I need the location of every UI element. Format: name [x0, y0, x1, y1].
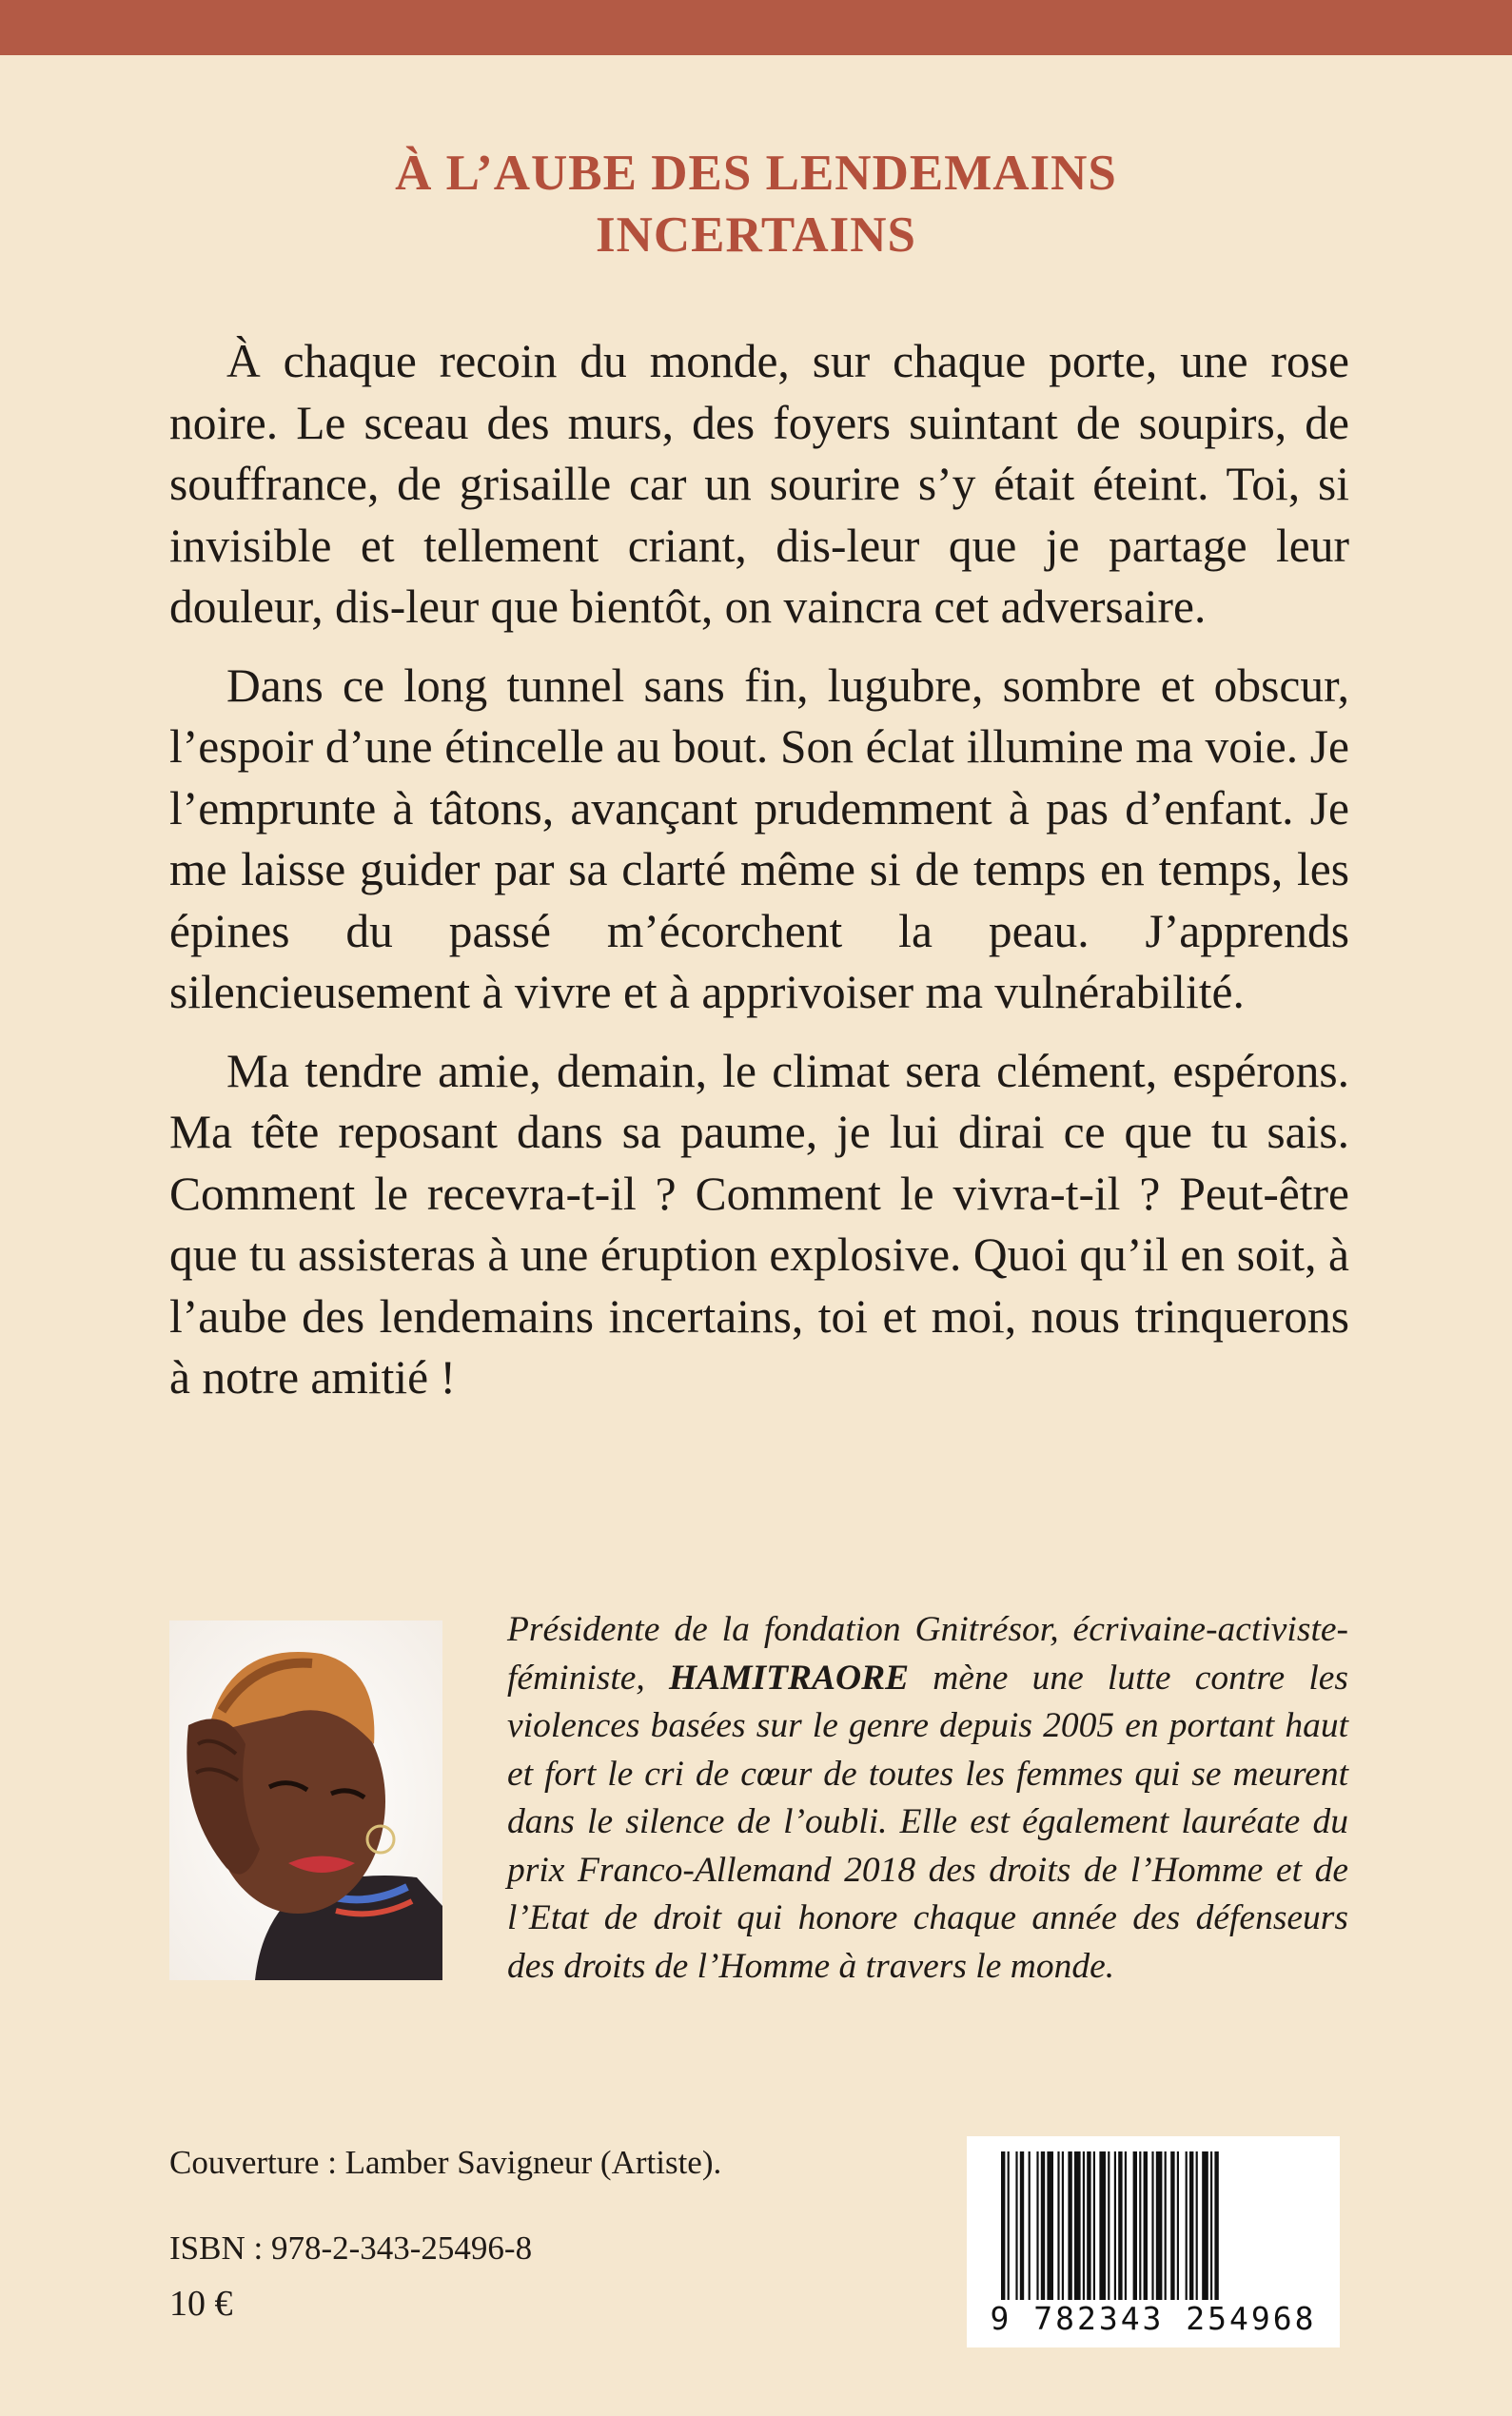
author-bio: [507, 1606, 1348, 1991]
barcode-bar: [1125, 2151, 1127, 2300]
book-title: [0, 143, 1512, 266]
top-color-band: [0, 0, 1512, 55]
barcode-bar: [1041, 2151, 1045, 2300]
barcode-bar: [1170, 2151, 1174, 2300]
barcode-bar: [1189, 2151, 1193, 2300]
barcode-bar: [1083, 2151, 1085, 2300]
blurb-paragraph-2: Dans ce long tunnel sans fin, lugubre, sombre et obscur, l’espoir d’une étincelle au bout. Son éclat illumine ma voie. Je l’emprunte à tâtons, avançant prudemment à pas d’enfant. Je me laisse guider par sa clarté même si de temps en temps, les épines du passé m’écorchent la peau. J’apprends silencieusement à vivre et à apprivoiser ma vulnérabilité.: [169, 658, 1349, 1018]
barcode-bar: [1210, 2151, 1212, 2300]
barcode-bar: [1093, 2151, 1095, 2300]
barcode-bar: [1087, 2151, 1090, 2300]
barcode-bar: [1015, 2151, 1017, 2300]
author-photo: [169, 1620, 442, 1980]
barcode-bar: [1057, 2151, 1059, 2300]
barcode-bar: [1029, 2151, 1031, 2300]
barcode-bar: [1214, 2151, 1218, 2300]
barcode-bars: [1001, 2151, 1306, 2300]
barcode-bar: [1074, 2151, 1081, 2300]
barcode-bar: [1008, 2151, 1010, 2300]
blurb-paragraph-3: Ma tendre amie, demain, le climat sera clément, espérons. Ma tête reposant dans sa paume, je lui dirai ce que tu sais. Comment le recevra-t-il ? Comment le vivra-t-il ? Peut-être que tu assisteras à une éruption explosive. Quoi qu’il en soit, à l’aube des lendemains incertains, toi et moi, nous trinquerons à notre amitié !: [169, 1044, 1349, 1404]
barcode-bar: [1144, 2151, 1148, 2300]
barcode-bar: [1118, 2151, 1122, 2300]
barcode-bar: [1186, 2151, 1188, 2300]
barcode-bar: [1133, 2151, 1137, 2300]
book-title-line-2: INCERTAINS: [595, 207, 916, 263]
barcode-bar: [1099, 2151, 1106, 2300]
author-portrait-image: [169, 1620, 442, 1980]
barcode-bar: [1177, 2151, 1179, 2300]
barcode-bar: [1151, 2151, 1153, 2300]
barcode-bar: [1047, 2151, 1053, 2300]
barcode-bar: [1202, 2151, 1208, 2300]
barcode-bar: [1165, 2151, 1167, 2300]
author-bio-intro: Présidente de la fondation Gnitrésor, écrivaine-activiste-féministe,: [507, 1610, 1348, 1698]
barcode-bar: [1001, 2151, 1005, 2300]
barcode-bar: [1156, 2151, 1163, 2300]
author-bio-rest: mène une lutte contre les violences basées sur le genre depuis 2005 en portant haut et fort le cri de cœur de toutes les femmes qui se meurent dans le silence de l’oubli. Elle est également lauréate du prix Franco-Allemand 2018 des droits de l’Homme et de l’Etat de droit qui honore chaque année des défenseurs des droits de l’Homme à travers le monde.: [507, 1658, 1349, 1986]
barcode-bar: [1062, 2151, 1064, 2300]
barcode-bar: [1114, 2151, 1116, 2300]
barcode-bar: [1068, 2151, 1071, 2300]
blurb-text: [169, 331, 1349, 1426]
author-name: HAMITRAORE: [668, 1658, 910, 1698]
price-label: 10 €: [169, 2284, 233, 2324]
barcode: [967, 2136, 1340, 2347]
barcode-digits: 9 782343 254968: [990, 2300, 1317, 2337]
book-title-line-1: À L’AUBE DES LENDEMAINS: [395, 146, 1117, 201]
barcode-bar: [1139, 2151, 1141, 2300]
blurb-paragraph-1: À chaque recoin du monde, sur chaque porte, une rose noire. Le sceau des murs, des foyers suintant de soupirs, de souffrance, de grisaille car un sourire s’y était éteint. Toi, si invisible et tellement criant, dis-leur que je partage leur douleur, dis-leur que bientôt, on vaincra cet adversaire.: [169, 335, 1349, 633]
barcode-bar: [1108, 2151, 1109, 2300]
isbn-number: ISBN : 978-2-343-25496-8: [169, 2229, 533, 2267]
cover-credit: Couverture : Lamber Savigneur (Artiste).: [169, 2144, 722, 2181]
barcode-bar: [1036, 2151, 1038, 2300]
barcode-bar: [1020, 2151, 1024, 2300]
barcode-bar: [1196, 2151, 1198, 2300]
